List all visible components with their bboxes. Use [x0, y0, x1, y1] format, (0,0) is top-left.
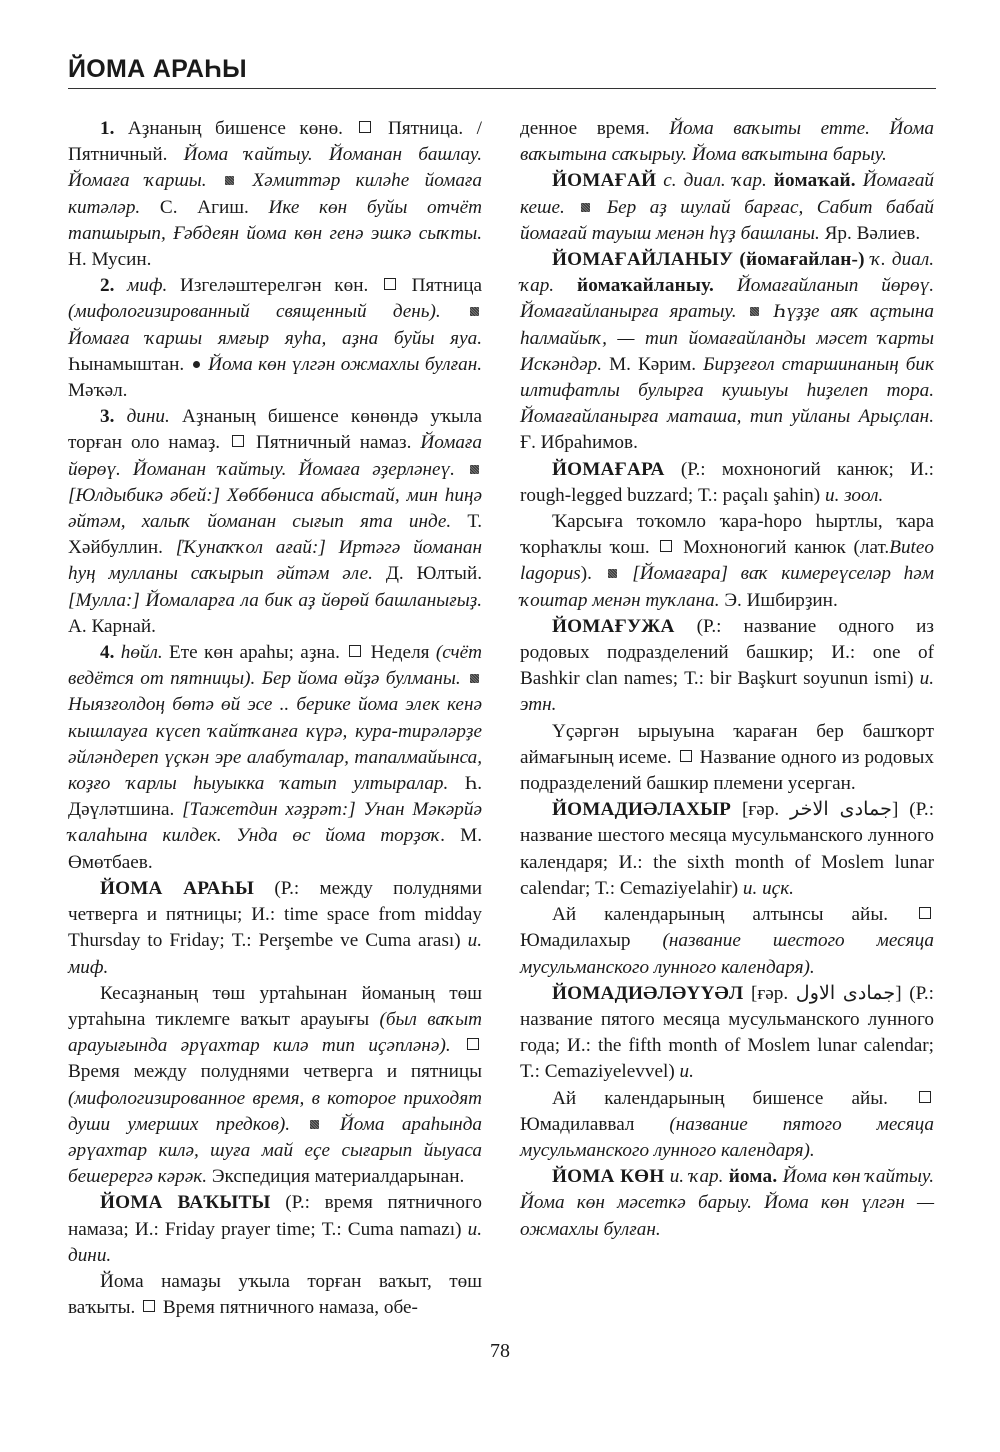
definition: Аҙнаның бишенсе көнөндә уҡыла торған оло намаҙ.: [68, 406, 483, 454]
entry-definition: [520, 1086, 934, 1165]
usage-mark: и.: [679, 1061, 694, 1083]
equivalents: (Р.: время пятничного намаза; И.: Friday prayer time; Т.: Cuma namazı): [68, 1192, 482, 1240]
source: М. Өмөтбаев.: [68, 825, 483, 873]
translation: Юмадилаввал: [520, 1113, 635, 1135]
definition: Үҫәргән ырыуына ҡараған бер башҡорт аймағының исеме.: [520, 720, 934, 768]
origin-script: جمادى الاخر: [790, 799, 892, 821]
example: [Ҡунаҡҡол ағай:] Иртәгә йоманан һуң мулланы саҡырып әйтәм әле.: [68, 537, 483, 585]
source: Д. Юлтый.: [385, 563, 483, 585]
source: М. Кәрим.: [609, 353, 697, 375]
entry-yoma-vaqyty: [68, 1190, 482, 1269]
example: Хәмиттәр киләһе йомаға китәләр.: [68, 170, 482, 218]
origin-label: [ғәр.: [750, 982, 789, 1004]
usage-mark: и. ҡар.: [669, 1166, 724, 1188]
example: Йома көн ҡайтыу. Йома көн мәсеткә барыу. Йома көн үлгән — ожмахлы булған.: [520, 1166, 935, 1240]
origin-script: جمادى الاول: [795, 982, 896, 1004]
translation: Пятница: [411, 275, 482, 297]
entry-definition: [520, 509, 934, 614]
translation: Время пятничного намаза, обе-: [162, 1297, 418, 1319]
usage-mark: и. зоол.: [824, 484, 884, 506]
white-square-icon: [384, 278, 396, 290]
translation: Название одного из родовых подразделений башкир племени усерган.: [520, 746, 935, 795]
origin-close: ]: [891, 799, 899, 821]
white-square-icon: [919, 1091, 931, 1103]
definition: Ҡарсыға тоҡомло ҡара-һоро һыртлы, ҡара ҡорһаҡлы ҡош.: [520, 511, 934, 559]
equivalents: (Р.: мохноногий канюк; И.: rough-legged buzzard; Т.: paçalı şahin): [520, 458, 935, 506]
entry-sense-4: [68, 640, 482, 876]
sense-number: 2.: [100, 275, 115, 297]
translation: Пятница. / Пятничный.: [68, 118, 482, 166]
entry-sense-1: [68, 116, 482, 273]
source: Яр. Вәлиев.: [824, 222, 921, 244]
gloss: (мифологизированное время, в которое приходят души умерших предков).: [68, 1087, 482, 1135]
source: А. Карнай.: [68, 615, 156, 637]
black-dot-icon: [193, 361, 200, 368]
cross-reference: йомаҡай.: [773, 170, 856, 192]
hatched-square-icon: [225, 176, 234, 185]
cross-reference: йома.: [728, 1166, 778, 1188]
translation: Время между полуднями четверга и пятницы: [68, 1061, 482, 1083]
origin-close: ]: [895, 982, 902, 1004]
source: Һ. Дәүләтшина.: [68, 773, 483, 821]
usage-mark: и. этн.: [520, 668, 934, 716]
source: Мәҡәл.: [68, 380, 128, 402]
usage-mark: и. иҫк.: [742, 877, 794, 899]
entry-yomadieleuuel: [520, 981, 934, 1086]
entry-yomagara: [520, 457, 934, 509]
entry-definition: [68, 1269, 482, 1321]
white-square-icon: [660, 540, 672, 552]
translation: Мохноногий канюк (лат.: [683, 537, 890, 559]
usage-mark: ҡ. диал. ҡар.: [520, 249, 934, 297]
source: С. Агиш.: [159, 196, 249, 218]
translation: денное время.: [520, 118, 650, 139]
example: Бирҙеғол старшинаның бик илтифатлы булырға кушыуы һиҙелеп тора. Йомағайланырға маташа, тип уйланы Арыҫлан.: [520, 353, 935, 428]
usage-mark: с. диал. ҡар.: [663, 170, 767, 192]
entry-yomadielakhyr: [520, 797, 934, 902]
equivalents: (Р.: название одного из родовых подразделений башкир; И.: one of Bashkir clan names; Т.: bir Başkurt soyunun ismi): [520, 615, 934, 690]
left-column: [68, 116, 482, 1321]
example: [Тажетдин хәҙрәт:] Унан Мәкәрйә ҡалаһына килдек. Унда өс йома торҙоҡ.: [68, 799, 483, 847]
source: Ғ. Ибраһимов.: [520, 432, 638, 454]
example: Йомаға йөрөү. Йоманан ҡайтыу. Йомаға әҙерләнеү.: [68, 432, 482, 480]
entry-yoma-arahy: [68, 876, 482, 981]
headword: ЙОМАҒАЙ: [552, 170, 657, 192]
entry-yomagaylanyu: [520, 247, 934, 457]
example: Йома көн үлгән ожмахлы булған.: [208, 353, 483, 375]
entry-sense-2: [68, 273, 482, 404]
page-header: [68, 55, 936, 89]
headword: ЙОМАДИӘЛӘҮҮӘЛ: [552, 982, 744, 1004]
definition: Йома намаҙы уҡыла торған ваҡыт, төш ваҡыты.: [68, 1270, 482, 1319]
hatched-square-icon: [608, 569, 617, 578]
entry-continuation: [520, 116, 934, 168]
hatched-square-icon: [581, 203, 590, 212]
headword: ЙОМАДИӘЛАХЫР: [552, 799, 732, 821]
entry-definition: [520, 719, 934, 798]
entry-yomaguzha: [520, 614, 934, 719]
source: Һынамыштан.: [68, 353, 185, 375]
example: Ныязғолдоң бөтә өй эсе .. берике йома элек кенә кышлауға күсеп ҡайтҡанға күрә, кура-тирәләрҙе әйләндереп үҫкән эре алабуталар, тапалмайынса, коҙғо ҡарлы һыуыкка ҡатып ултыралар.: [68, 694, 482, 795]
headword: ЙОМА АРАҺЫ: [100, 877, 255, 899]
white-square-icon: [359, 121, 371, 133]
stem: (йомағайлан-): [739, 249, 865, 271]
origin-label: [ғәр.: [741, 799, 780, 821]
example: Йома ҡайтыу. Йоманан башлау. Йомаға ҡаршы.: [68, 144, 482, 192]
page-number: 78: [490, 1340, 510, 1362]
usage-mark: миф.: [127, 275, 168, 297]
source: Н. Мусин.: [68, 249, 152, 271]
definition: Ай календарының бишенсе айы.: [552, 1087, 888, 1109]
usage-mark: дини.: [126, 406, 170, 428]
cross-reference: йомаҡайланыу.: [576, 275, 714, 297]
gloss: (название пятого месяца мусульманского лунного календаря).: [520, 1113, 934, 1161]
example: [Мулла:] Йомаларға ла бик аҙ йөрөй башланығыҙ.: [68, 589, 482, 611]
sense-number: 3.: [100, 406, 115, 428]
sense-number: 1.: [100, 118, 115, 139]
white-square-icon: [467, 1038, 479, 1050]
hatched-square-icon: [310, 1120, 319, 1129]
entry-definition: [520, 902, 934, 981]
hatched-square-icon: [470, 465, 479, 474]
example: Ике көн буйы отчёт тапшырып, Ғәбдеян йома көн генә эшкә сыҡты.: [68, 196, 483, 244]
gloss: (счёт ведётся от пятницы).: [68, 642, 483, 690]
gloss: (название шестого месяца мусульманского лунного календаря).: [520, 930, 934, 978]
usage-mark: и. дини.: [68, 1218, 482, 1266]
white-square-icon: [919, 907, 931, 919]
headword: ЙОМАҒАЙЛАНЫУ: [552, 249, 734, 271]
example: [Юлдыбикә әбей:] Хөббөниса абыстай, мин һиңә әйтәм, халыҡ йоманан сығып ята инде.: [68, 484, 482, 533]
definition: Ете көн араһы; аҙна.: [169, 642, 340, 664]
definition: Аҙнаның бишенсе көнө.: [127, 118, 343, 139]
entry-yomagay: [520, 168, 934, 247]
latin-name: Buteo lagopus: [520, 537, 934, 585]
entry-sense-3: [68, 404, 482, 640]
example: Йомағайланып йөрөү. Йомағайланырға яратыу.: [520, 275, 935, 323]
definition: Кесаҙнаның төш уртаһынан йоманың төш уртаһына тиклемге ваҡыт арауығы: [68, 982, 482, 1030]
example: Бер йома өйҙә булманы.: [261, 668, 461, 690]
usage-mark: һөйл.: [120, 642, 163, 664]
translation: Юмадилахыр: [520, 930, 631, 952]
example: Йома ваҡыты етте. Йома ваҡытына саҡырыу. Йома ваҡытына барыу.: [520, 118, 934, 166]
running-head: ЙОМА АРАҺЫ: [68, 55, 247, 83]
definition: Изгеләштерелгән көн.: [179, 275, 369, 297]
headword: ЙОМА ВАҠЫТЫ: [100, 1192, 271, 1214]
entry-yoma-kon: [520, 1164, 934, 1243]
right-column: [520, 116, 934, 1243]
translation: Неделя: [370, 642, 430, 664]
translation-end: ).: [580, 563, 592, 585]
white-square-icon: [232, 435, 244, 447]
hatched-square-icon: [750, 307, 759, 316]
usage-mark: и. миф.: [68, 930, 482, 978]
equivalents: (Р.: название пятого месяца мусульманского лунного года; И.: the fifth month of Moslem lunar calendar; Т.: Cemaziyelevvel): [520, 982, 935, 1083]
white-square-icon: [143, 1300, 155, 1312]
gloss: (мифологизированный священный день).: [68, 301, 441, 323]
equivalents: (Р.: название шестого месяца мусульманского лунного календаря; И.: the sixth month of Moslem lunar calendar; Т.: Cemaziyelahir): [520, 799, 935, 899]
sense-number: 4.: [100, 642, 115, 664]
source: Э. Ишбирҙин.: [724, 589, 838, 611]
note: (был ваҡыт арауығында әрүахтар килә тип иҫәпләнә).: [68, 1008, 482, 1057]
example: Һүҙҙе аяҡ аҫтына һалмайыҡ, — тип йомағайланды мәсет ҡарты Искәндәр.: [520, 301, 934, 375]
entry-definition: [68, 981, 482, 1191]
headword: ЙОМА КӨН: [552, 1166, 665, 1188]
headword: ЙОМАҒУЖА: [552, 615, 675, 637]
white-square-icon: [680, 750, 692, 762]
hatched-square-icon: [470, 674, 479, 683]
source: Т. Хәйбуллин.: [68, 511, 483, 559]
source: Экспедиция материалдарынан.: [211, 1166, 465, 1188]
hatched-square-icon: [470, 307, 479, 316]
equivalents: (Р.: между полуднями четверга и пятницы; И.: time space from midday Thursday to Friday; Т.: Perşembe ve Cuma arası): [68, 877, 482, 952]
translation: Пятничный намаз.: [256, 432, 412, 454]
example: Бер аҙ шулай барғас, Сабит бабай йомағай тауыш менән һүҙ башланы.: [520, 196, 935, 244]
headword: ЙОМАҒАРА: [552, 458, 665, 480]
example: Йомағай кеше.: [520, 170, 935, 218]
white-square-icon: [349, 645, 361, 657]
example: Йома араһында әрүахтар килә, шуға май еҫе сығарып йыуаса бешерергә кәрәк.: [68, 1113, 483, 1188]
definition: Ай календарының алтынсы айы.: [552, 904, 889, 926]
example: Йомаға ҡаршы ямғыр яуһа, аҙна буйы яуа.: [68, 327, 482, 349]
example: [Йомағара] ваҡ кимереүселәр һәм ҡоштар менән туҡлана.: [520, 563, 934, 611]
